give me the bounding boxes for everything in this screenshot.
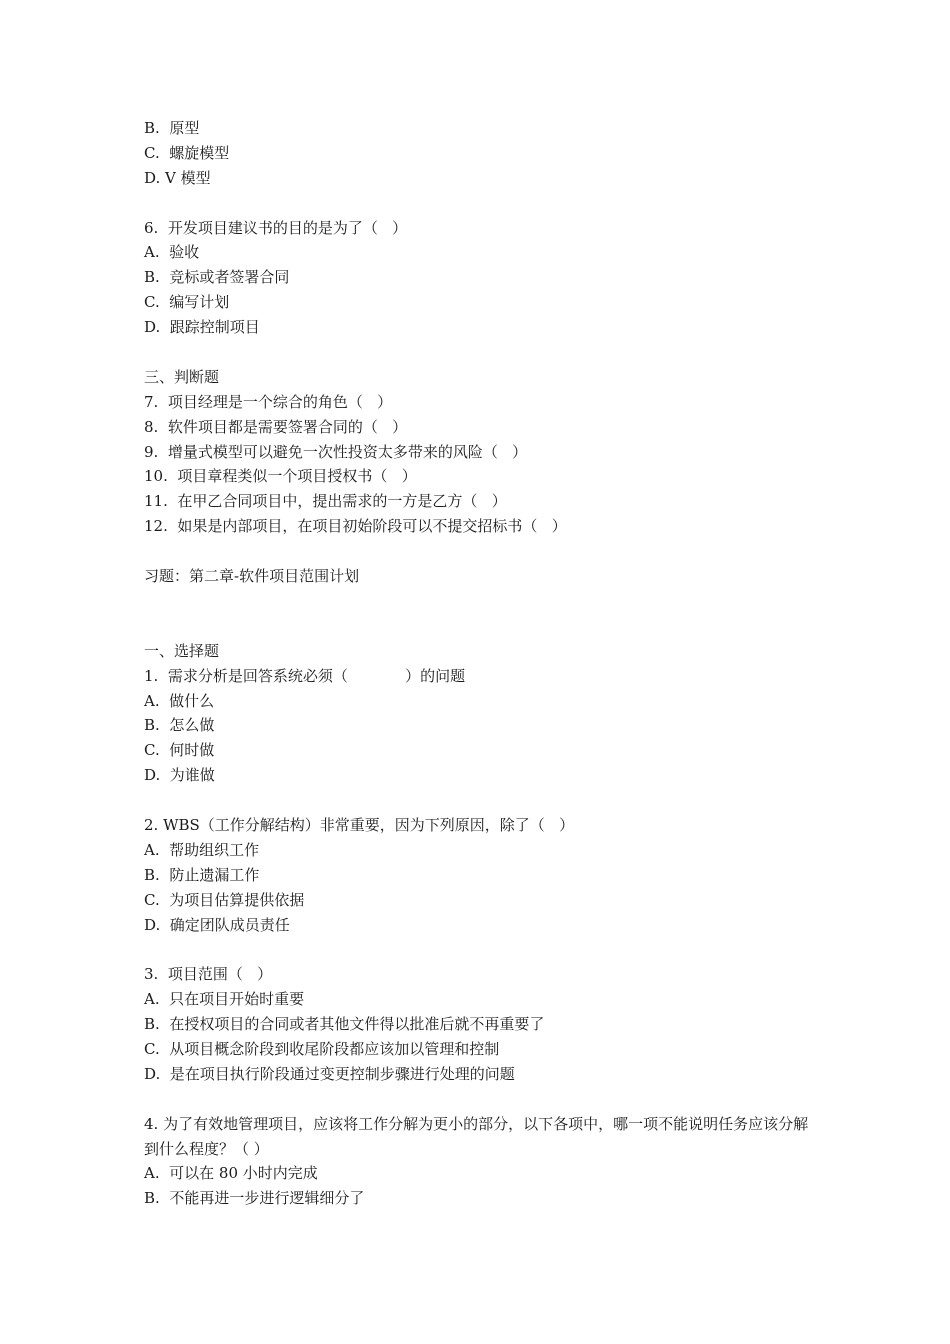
q3-option-b: B. 在授权项目的合同或者其他文件得以批准后就不再重要了 [144, 1015, 545, 1034]
section-heading-true-false: 三、判断题 [144, 367, 220, 386]
q1-option-d: D. 为谁做 [144, 766, 215, 785]
question-4: 4. 为了有效地管理项目，应该将工作分解为更小的部分，以下各项中，哪一项不能说明任务应该分解到什么程度？（ ） [144, 1114, 809, 1158]
q2-option-d: D. 确定团队成员责任 [144, 915, 290, 934]
question-1: 1. 需求分析是回答系统必须（ ）的问题 [144, 666, 466, 685]
question-3: 3. 项目范围（ ） [144, 965, 273, 984]
true-false-item-8: 8. 软件项目都是需要签署合同的（ ） [144, 417, 408, 436]
option-b: B. 原型 [144, 119, 200, 137]
q6-option-a: A. 验收 [144, 243, 200, 262]
q6-option-c: C. 编写计划 [144, 293, 230, 312]
option-c: C. 螺旋模型 [144, 143, 230, 162]
document-page [144, 116, 824, 1211]
question-6: 6. 开发项目建议书的目的是为了（ ） [144, 218, 408, 237]
section-heading-multiple-choice: 一、选择题 [144, 641, 220, 660]
q2-option-a: A. 帮助组织工作 [144, 840, 260, 859]
q6-option-d: D. 跟踪控制项目 [144, 318, 260, 337]
q3-option-c: C. 从项目概念阶段到收尾阶段都应该加以管理和控制 [144, 1039, 500, 1058]
q1-option-b: B. 怎么做 [144, 716, 215, 735]
q1-option-a: A. 做什么 [144, 691, 215, 710]
true-false-item-11: 11. 在甲乙合同项目中，提出需求的一方是乙方（ ） [144, 492, 507, 511]
option-d: D. V 模型 [144, 168, 211, 187]
q3-option-d: D. 是在项目执行阶段通过变更控制步骤进行处理的问题 [144, 1064, 515, 1083]
true-false-item-12: 12. 如果是内部项目，在项目初始阶段可以不提交招标书（ ） [144, 517, 567, 536]
q2-option-b: B. 防止遗漏工作 [144, 865, 260, 884]
q4-option-b: B. 不能再进一步进行逻辑细分了 [144, 1189, 365, 1208]
true-false-item-7: 7. 项目经理是一个综合的角色（ ） [144, 392, 393, 411]
q2-option-c: C. 为项目估算提供依据 [144, 890, 305, 909]
q6-option-b: B. 竞标或者签署合同 [144, 268, 290, 287]
q1-option-c: C. 何时做 [144, 741, 215, 760]
question-2: 2. WBS（工作分解结构）非常重要，因为下列原因，除了（ ） [144, 815, 575, 834]
q3-option-a: A. 只在项目开始时重要 [144, 990, 305, 1009]
true-false-item-9: 9. 增量式模型可以避免一次性投资太多带来的风险（ ） [144, 442, 528, 461]
chapter-title: 习题：第二章-软件项目范围计划 [144, 567, 360, 586]
true-false-item-10: 10. 项目章程类似一个项目授权书（ ） [144, 467, 417, 486]
q4-option-a: A. 可以在 80 小时内完成 [144, 1164, 318, 1183]
